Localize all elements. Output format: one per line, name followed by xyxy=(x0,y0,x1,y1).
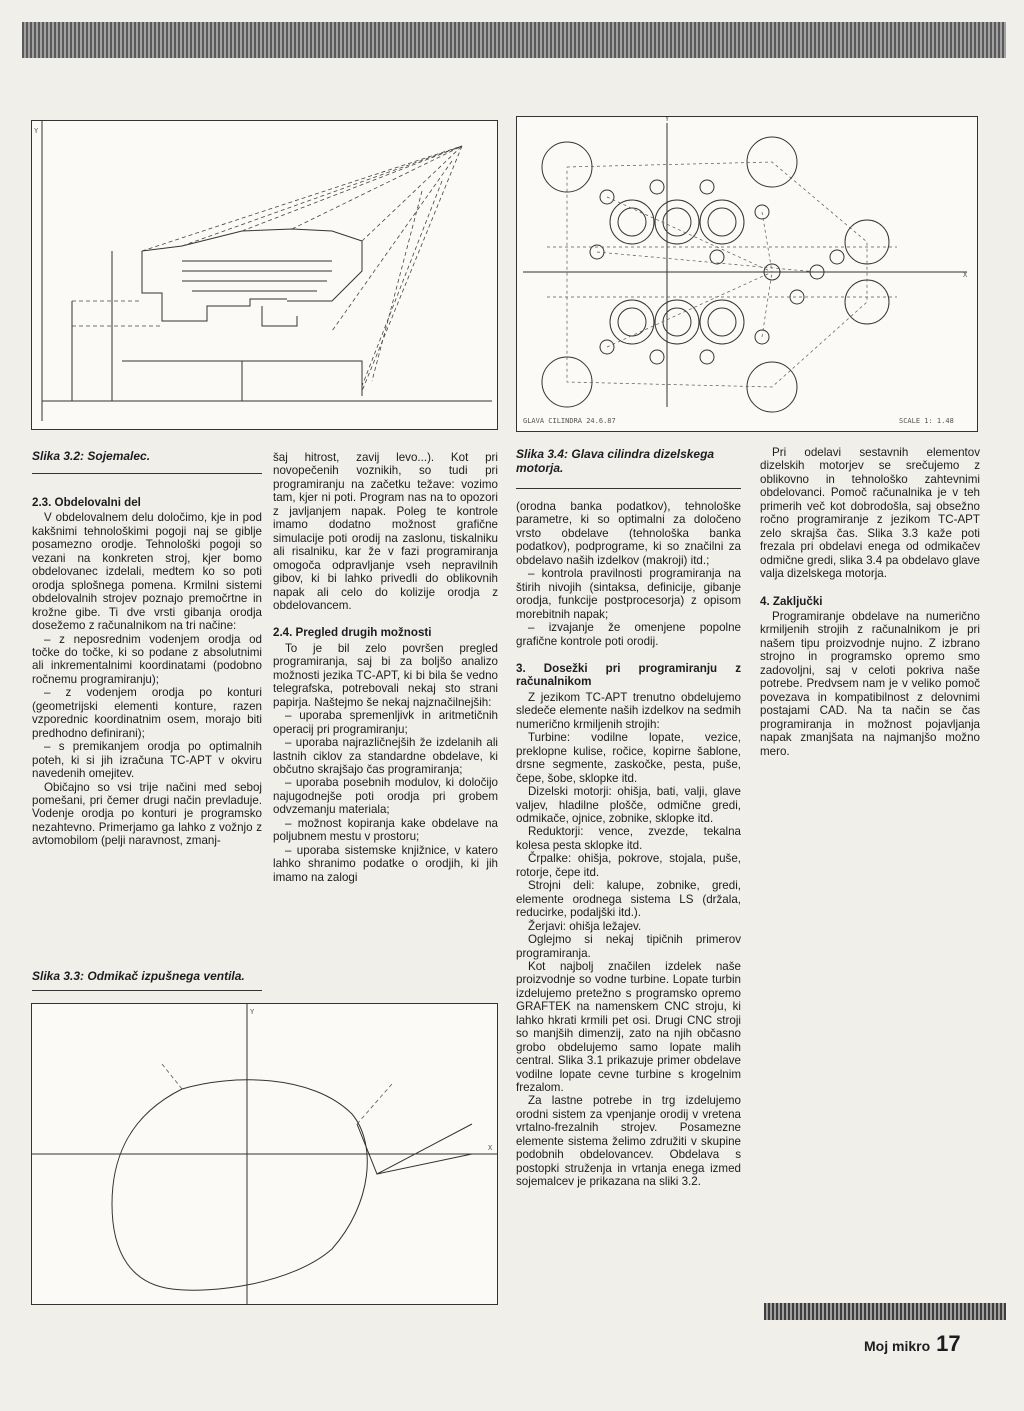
svg-text:Y: Y xyxy=(665,117,670,123)
paragraph: – kontrola pravilnosti programiranja na štirih nivojih (sintaksa, definicije, gibanje orodja, funkcije postprocesorja) z opisom morebitnih napak; xyxy=(516,567,741,621)
paragraph: – z vodenjem orodja po konturi (geometrijski elementi konture, razen vzporednic koordinatnim osem, morajo biti predhodno definirani); xyxy=(32,686,262,740)
paragraph: šaj hitrost, zavij levo...). Kot pri novopečenih voznikih, so tudi pri programiranju na začetku težave: vozimo tam, kjer ni poti. Program nas na to opozori z javljanjem napak. Poleg te kontrole imamo dodatno možnost grafične simulacije poti orodij na zaslonu, tiskalniku ali risalniku, kar že v fazi programiranja omogoča odpravljanje vseh nepravilnih gibov, ki bi lahko privedli do oblikovnih napak ali celo do kolizije orodja z obdelovancem. xyxy=(273,451,498,612)
paragraph: Za lastne potrebe in trg izdelujemo orodni sistem za vpenjanje orodij v vretena vrtalno-frezalnih strojev. Posamezne elemente sistema želimo združiti v skupine podobnih obdelovancev. Obdelava s postopki struženja in vrtanja enega izmed sojemalcev je prikazana na sliki 3.2. xyxy=(516,1094,741,1189)
heading-dosezki: 3. Dosežki pri programiranju z računalnikom xyxy=(516,661,741,689)
page-footer xyxy=(864,1331,961,1357)
caption-fig34: Slika 3.4: Glava cilindra dizelskega motorja. xyxy=(516,447,715,475)
paragraph: – uporaba najrazličnejših že izdelanih ali lastnih ciklov za standardne obdelave, ki občutno skrajšajo čas programiranja; xyxy=(273,736,498,776)
svg-text:X: X xyxy=(488,1144,493,1152)
svg-text:X: X xyxy=(963,271,968,279)
paragraph: – uporaba sistemske knjižnice, v katero lahko shranimo podatke o orodjih, ki jih imamo na zalogi xyxy=(273,843,498,884)
paragraph: – možnost kopiranja kake obdelave na poljubnem mestu v prostoru; xyxy=(273,816,498,844)
paragraph: Dizelski motorji: ohišja, bati, valji, glave valjev, hladilne plošče, odmične gredi, odmikače, ojnice, zobnike, sklopke itd. xyxy=(516,785,741,825)
paragraph: Pri odelavi sestavnih elementov dizelskih motorjev se srečujemo z oblikovno in tehnološko zahtevnimi obdelovanci. Pomoč računalnika je v teh primerih več kot dobrodošla, saj obsežno ročno programiranje z jezikom TC-APT zelo skrajša čas. Slika 3.3 kaže poti frezala pri obdelavi enega od odmikačev odmične gredi, slika 3.4 pa obdelavo glave valja dizelskega motorja. xyxy=(760,446,980,581)
paragraph: Običajno so vsi trije načini med seboj pomešani, pri čemer drugi način prevladuje. Vodenje orodja po konturi je programsko nezahtevno. Primerjamo ga lahko z vožnjo z avtomobilom (pelji naravnost, zmanj- xyxy=(32,780,262,848)
caption-rule-fig34 xyxy=(516,488,741,489)
column-1 xyxy=(32,496,262,848)
page-number: 17 xyxy=(936,1331,961,1356)
footer-bar xyxy=(764,1303,1006,1320)
paragraph: Reduktorji: vence, zvezde, tekalna kolesa pesta sklopke itd. xyxy=(516,825,741,852)
header-bar xyxy=(22,22,1006,58)
paragraph: To je bil zelo površen pregled programiranja, saj bi za boljšo analizo možnosti jezika TC-APT, ki bi bila še vedno telegrafska, potrebovali nekaj sto strani papirja. Naštejmo še nekaj najznačilnejših: xyxy=(273,641,498,709)
column-2 xyxy=(273,451,498,884)
paragraph: Kot najbolj značilen izdelek naše proizvodnje so vodne turbine. Lopate turbin izdelujemo pretežno s programsko opremo GRAFTEK na namenskem CNC stroju, ki lahko hkrati krmili pet osi. Drugi CNC stroji so manjših dimenzij, zato na njih občasno grobo obdelujemo samo lopate malih central. Slika 3.1 prikazuje primer obdelave vodilne lopate cevne turbine s krogelnim frezalom. xyxy=(516,959,741,1095)
glava-cilindra-drawing xyxy=(517,117,977,431)
paragraph: – s premikanjem orodja po optimalnih poteh, ki si jih izračuna TC-APT v okviru navedenih omejitev. xyxy=(32,740,262,781)
odmikac-drawing xyxy=(32,1004,497,1304)
paragraph: – uporaba posebnih modulov, ki določijo najugodnejše poti orodja pri grobem odvzemanju materiala; xyxy=(273,776,498,817)
figure-odmikac xyxy=(31,1003,498,1305)
column-4 xyxy=(760,446,980,758)
heading-pregled-drugih-moznosti: 2.4. Pregled drugih možnosti xyxy=(273,626,432,640)
sojemalec-drawing xyxy=(32,121,497,429)
magazine-name: Moj mikro xyxy=(864,1338,931,1354)
paragraph: Z jezikom TC-APT trenutno obdelujemo sledeče elemente naših izdelkov na sedmih numerično krmiljenih strojih: xyxy=(516,690,741,731)
paragraph: Programiranje obdelave na numerično krmiljenih strojih z računalnikom je pri našem tipu proizvodnje nujno. Z izbrano strojno in programsko opremo smo zadovoljni, saj v celoti pokriva naše potrebe. Predvsem nam je v veliko pomoč povezava in kompatibilnost z delovnimi postajami CAD. Na ta način se čas programiranja in možnost pojavljanja napak zmanjšata na najmanjšo možno mero. xyxy=(760,609,980,758)
paragraph: Črpalke: ohišja, pokrove, stojala, puše, rotorje, čepe itd. xyxy=(516,852,741,879)
fig34-footer-right: SCALE 1: 1.48 xyxy=(899,417,954,425)
svg-text:Y: Y xyxy=(34,127,39,135)
column-3 xyxy=(516,500,741,1189)
paragraph: Žerjavi: ohišja ležajev. xyxy=(528,919,642,933)
heading-zakljucki: 4. Zaključki xyxy=(760,594,823,608)
paragraph: – izvajanje že omenjene popolne grafične kontrole poti orodij. xyxy=(516,621,741,648)
paragraph: V obdelovalnem delu določimo, kje in pod kakšnimi tehnološkimi pogoji naj se giblje posamezno orodje. Tehnološki pogoji so vezani na konkreten stroj, kjer bomo obdelovanec izdelali, medtem ko so poti orodja splošnega pomena. Krmilni sistemi obdelovalnih strojev poznajo premočrtne in krožne gibe. Ti dve vrsti gibanja orodja dosežemo z računalnikom na tri načine: xyxy=(32,511,262,633)
svg-text:Y: Y xyxy=(250,1008,255,1016)
paragraph: – z neposrednim vodenjem orodja od točke do točke, ki so podane z absolutnimi ali inkrementalnimi koordinatami (podobno ročnemu programiranju); xyxy=(32,632,262,686)
caption-fig33: Slika 3.3: Odmikač izpušnega ventila. xyxy=(32,969,245,983)
caption-rule-fig32 xyxy=(32,473,262,474)
caption-fig32: Slika 3.2: Sojemalec. xyxy=(32,449,151,463)
figure-glava-cilindra xyxy=(516,116,978,432)
paragraph: Turbine: vodilne lopate, vezice, preklopne kulise, ročice, kopirne šablone, drsne segmente, zaskočke, pesta, puše, čepe, šobe, sklopke itd. xyxy=(516,731,741,785)
fig34-footer-left: GLAVA CILINDRA 24.6.87 xyxy=(523,417,616,425)
paragraph: Strojni deli: kalupe, zobnike, gredi, elemente orodnega sistema LS (držala, reducirke, podaljški itd.). xyxy=(516,879,741,920)
caption-rule-fig33 xyxy=(32,990,262,991)
figure-sojemalec xyxy=(31,120,498,430)
paragraph: (orodna banka podatkov), tehnološke parametre, ki so optimalni za določeno vrsto obdelave (tehnološka banka podatkov), podprograme, ki so značilni za obdelavo naših izdelkov (makroji) itd.; xyxy=(516,500,741,567)
paragraph: Oglejmo si nekaj tipičnih primerov programiranja. xyxy=(516,933,741,960)
heading-obdelovalni-del: 2.3. Obdelovalni del xyxy=(32,496,141,509)
paragraph: – uporaba spremenljivk in aritmetičnih operacij pri programiranju; xyxy=(273,709,498,736)
